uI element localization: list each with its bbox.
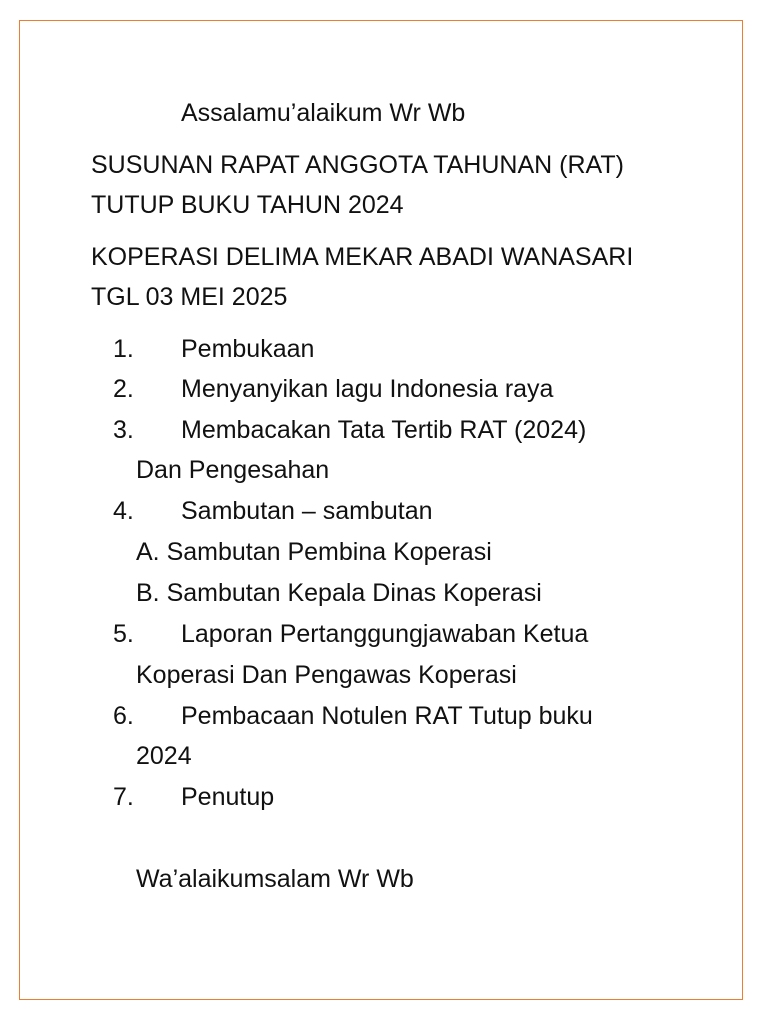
list-item: Pembacaan Notulen RAT Tutup buku — [181, 702, 593, 730]
list-item-number: 7. — [113, 783, 134, 811]
list-item-continuation: Koperasi Dan Pengawas Koperasi — [136, 661, 517, 689]
list-item-continuation: Dan Pengesahan — [136, 456, 330, 484]
closing: Wa’alaikumsalam Wr Wb — [136, 865, 414, 893]
list-item-number: 2. — [113, 375, 134, 403]
greeting: Assalamu’alaikum Wr Wb — [181, 99, 466, 127]
list-item: Laporan Pertanggungjawaban Ketua — [181, 620, 589, 648]
list-item-number: 3. — [113, 416, 134, 444]
list-item: Sambutan – sambutan — [181, 497, 433, 525]
list-item: Pembukaan — [181, 335, 315, 363]
title-line-1: SUSUNAN RAPAT ANGGOTA TAHUNAN (RAT) — [91, 151, 624, 179]
list-sub-item-a: A. Sambutan Pembina Koperasi — [136, 538, 492, 566]
list-item-number: 5. — [113, 620, 134, 648]
list-item-continuation: 2024 — [136, 742, 192, 770]
list-item: Membacakan Tata Tertib RAT (2024) — [181, 416, 587, 444]
list-sub-item-b: B. Sambutan Kepala Dinas Koperasi — [136, 579, 542, 607]
list-item-number: 6. — [113, 702, 134, 730]
list-item-number: 1. — [113, 335, 134, 363]
list-item-number: 4. — [113, 497, 134, 525]
org-line-2: TGL 03 MEI 2025 — [91, 283, 288, 311]
title-line-2: TUTUP BUKU TAHUN 2024 — [91, 191, 404, 219]
list-item: Menyanyikan lagu Indonesia raya — [181, 375, 554, 403]
org-line-1: KOPERASI DELIMA MEKAR ABADI WANASARI — [91, 243, 634, 271]
list-item: Penutup — [181, 783, 275, 811]
